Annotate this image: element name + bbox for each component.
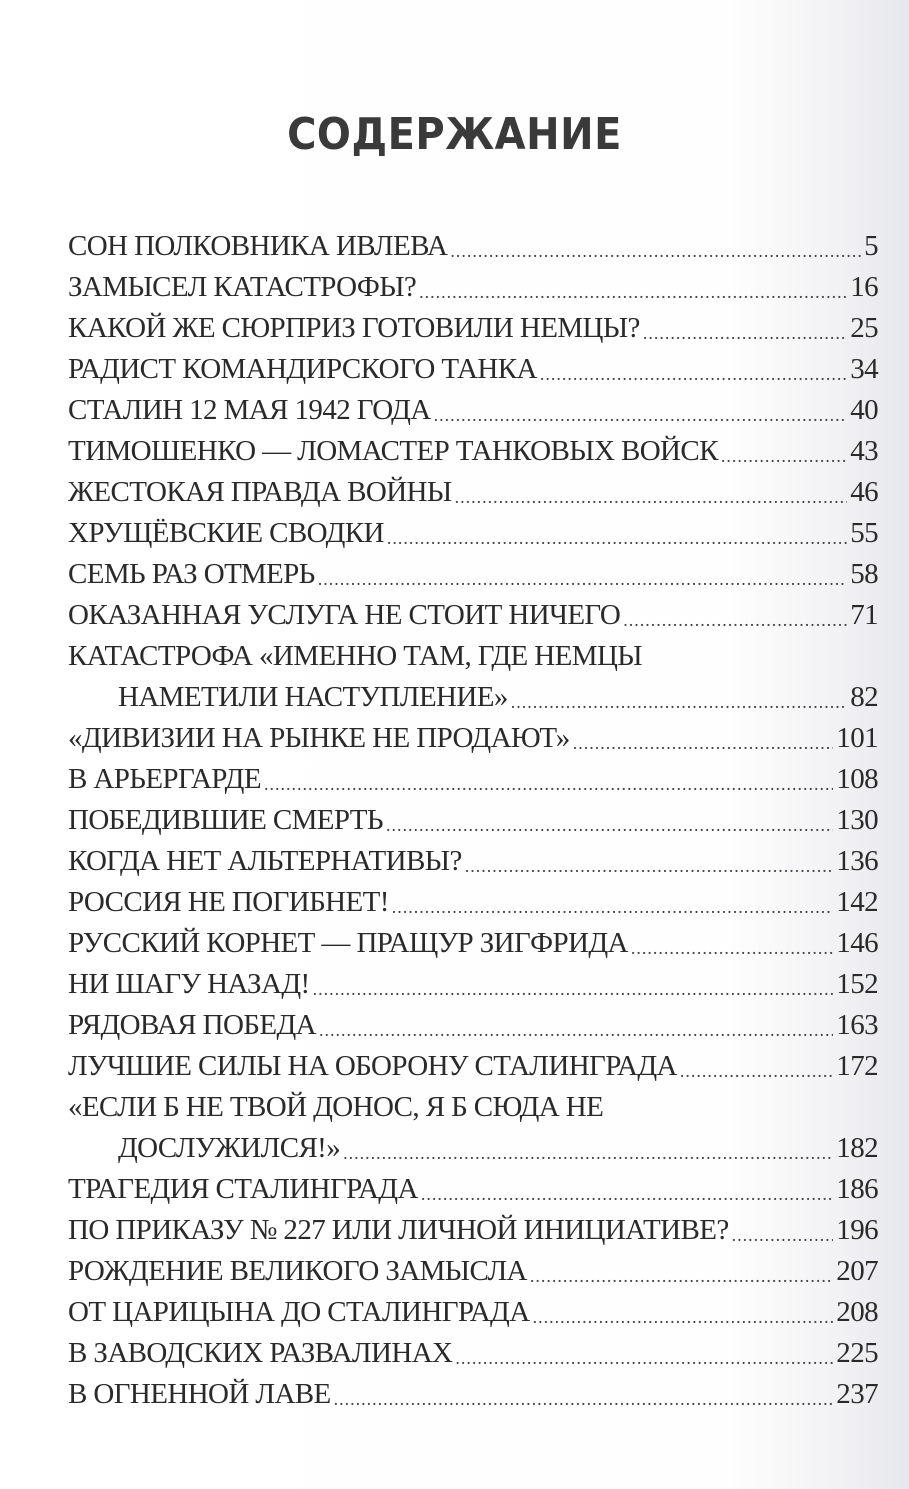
toc-entry-page: 43 <box>850 435 878 467</box>
toc-entry-page: 46 <box>850 476 878 508</box>
toc-entry <box>68 513 878 554</box>
toc-entry-title: В АРЬЕРГАРДЕ <box>68 763 261 795</box>
dot-leader <box>511 686 847 718</box>
dot-leader <box>334 1383 834 1415</box>
dot-leader <box>450 235 861 267</box>
dot-leader <box>455 481 848 513</box>
page-title: СОДЕРЖАНИЕ <box>287 110 622 160</box>
toc-entry-title: КАКОЙ ЖЕ СЮРПРИЗ ГОТОВИЛИ НЕМЦЫ? <box>68 312 640 344</box>
toc-entry-page: 208 <box>836 1296 878 1328</box>
toc-entry-title: РАДИСТ КОМАНДИРСКОГО ТАНКА <box>68 353 537 385</box>
toc-entry-page: 152 <box>836 968 878 1000</box>
dot-leader <box>623 604 847 636</box>
toc-entry-page: 136 <box>836 845 878 877</box>
toc-entry <box>68 1005 878 1046</box>
toc-entry-title: «ДИВИЗИИ НА РЫНКЕ НЕ ПРОДАЮТ» <box>68 722 570 754</box>
toc-entry-page: 196 <box>836 1214 878 1246</box>
toc-entry-page: 146 <box>836 927 878 959</box>
toc-entry <box>68 1251 878 1292</box>
toc-entry-title-line1: КАТАСТРОФА «ИМЕННО ТАМ, ГДЕ НЕМЦЫ <box>68 640 642 672</box>
toc-entry-title: СЕМЬ РАЗ ОТМЕРЬ <box>68 558 315 590</box>
toc-entry-title: КОГДА НЕТ АЛЬТЕРНАТИВЫ? <box>68 845 462 877</box>
dot-leader <box>319 1014 833 1046</box>
toc-entry <box>68 1210 878 1251</box>
toc-entry-title: В ОГНЕННОЙ ЛАВЕ <box>68 1378 331 1410</box>
dot-leader <box>573 727 834 759</box>
toc-entry-title: ТИМОШЕНКО — ЛОМАСТЕР ТАНКОВЫХ ВОЙСК <box>68 435 718 467</box>
toc-entry <box>68 267 878 308</box>
dot-leader <box>680 1055 833 1087</box>
toc-entry-title: ПОБЕДИВШИЕ СМЕРТЬ <box>68 804 383 836</box>
toc-entry-page: 108 <box>836 763 878 795</box>
toc-entry <box>68 349 878 390</box>
dot-leader <box>387 522 847 554</box>
toc-entry-page: 5 <box>864 230 878 262</box>
toc-entry <box>68 226 878 267</box>
toc-entry <box>68 595 878 636</box>
dot-leader <box>343 1137 833 1169</box>
toc-entry <box>68 1169 878 1210</box>
toc-entry-page: 186 <box>836 1173 878 1205</box>
dot-leader <box>530 1260 833 1292</box>
toc-entry-page: 25 <box>850 312 878 344</box>
toc-entry-title: РОЖДЕНИЕ ВЕЛИКОГО ЗАМЫСЛА <box>68 1255 527 1287</box>
dot-leader <box>465 850 834 882</box>
toc-entry <box>68 800 878 841</box>
toc-entry-page: 172 <box>836 1050 878 1082</box>
dot-leader <box>386 809 833 841</box>
toc-entry <box>68 1087 878 1169</box>
toc-entry-title: ХРУЩЁВСКИЕ СВОДКИ <box>68 517 384 549</box>
toc-entry <box>68 1374 878 1415</box>
toc-entry <box>68 1046 878 1087</box>
toc-entry-page: 16 <box>850 271 878 303</box>
toc-entry <box>68 759 878 800</box>
toc-entry-page: 58 <box>850 558 878 590</box>
dot-leader <box>318 563 847 595</box>
toc-entry-page: 163 <box>836 1009 878 1041</box>
toc-entry-title: НИ ШАГУ НАЗАД! <box>68 968 310 1000</box>
toc-entry <box>68 923 878 964</box>
toc-entry-title: СТАЛИН 12 МАЯ 1942 ГОДА <box>68 394 431 426</box>
dot-leader <box>732 1219 834 1251</box>
toc-entry-title-line2: ДОСЛУЖИЛСЯ!» <box>118 1132 341 1164</box>
toc-entry-page: 142 <box>836 886 878 918</box>
toc-entry-page: 207 <box>836 1255 878 1287</box>
dot-leader <box>264 768 833 800</box>
toc-entry-page: 40 <box>850 394 878 426</box>
toc-entry-title: ПО ПРИКАЗУ № 227 ИЛИ ЛИЧНОЙ ИНИЦИАТИВЕ? <box>68 1214 729 1246</box>
toc-entry-title: ЗАМЫСЕЛ КАТАСТРОФЫ? <box>68 271 417 303</box>
toc-entry <box>68 882 878 923</box>
toc-entry-title: СОН ПОЛКОВНИКА ИВЛЕВА <box>68 230 448 262</box>
toc-entry-title-line1: «ЕСЛИ Б НЕ ТВОЙ ДОНОС, Я Б СЮДА НЕ <box>68 1091 604 1123</box>
dot-leader <box>455 1342 833 1374</box>
dot-leader <box>392 891 834 923</box>
toc-entry <box>68 554 878 595</box>
toc-entry <box>68 1292 878 1333</box>
toc-entry-title: ОКАЗАННАЯ УСЛУГА НЕ СТОИТ НИЧЕГО <box>68 599 621 631</box>
dot-leader <box>721 440 847 472</box>
dot-leader <box>643 317 847 349</box>
toc-entry <box>68 472 878 513</box>
toc-entry-title: В ЗАВОДСКИХ РАЗВАЛИНАХ <box>68 1337 453 1369</box>
toc-entry <box>68 964 878 1005</box>
dot-leader <box>421 1178 833 1210</box>
dot-leader <box>313 973 834 1005</box>
toc-entry-title: РЯДОВАЯ ПОБЕДА <box>68 1009 316 1041</box>
toc-entry-page: 182 <box>836 1132 878 1164</box>
toc-entry-page: 71 <box>850 599 878 631</box>
toc-entry-page: 101 <box>836 722 878 754</box>
table-of-contents <box>68 226 878 1415</box>
toc-entry <box>68 841 878 882</box>
toc-entry-title: ЛУЧШИЕ СИЛЫ НА ОБОРОНУ СТАЛИНГРАДА <box>68 1050 677 1082</box>
toc-entry-page: 225 <box>836 1337 878 1369</box>
dot-leader <box>540 358 847 390</box>
dot-leader <box>631 932 833 964</box>
toc-entry-page: 130 <box>836 804 878 836</box>
toc-entry-title: РУССКИЙ КОРНЕТ — ПРАЩУР ЗИГФРИДА <box>68 927 628 959</box>
toc-entry <box>68 431 878 472</box>
toc-entry-title-line2: НАМЕТИЛИ НАСТУПЛЕНИЕ» <box>118 681 508 713</box>
dot-leader <box>419 276 847 308</box>
toc-entry <box>68 636 878 718</box>
toc-entry <box>68 308 878 349</box>
toc-entry-page: 237 <box>836 1378 878 1410</box>
toc-entry-title: РОССИЯ НЕ ПОГИБНЕТ! <box>68 886 389 918</box>
toc-entry-title: ЖЕСТОКАЯ ПРАВДА ВОЙНЫ <box>68 476 452 508</box>
toc-entry <box>68 390 878 431</box>
toc-entry-title: ОТ ЦАРИЦЫНА ДО СТАЛИНГРАДА <box>68 1296 530 1328</box>
toc-entry-page: 82 <box>850 681 878 713</box>
toc-entry-title: ТРАГЕДИЯ СТАЛИНГРАДА <box>68 1173 418 1205</box>
dot-leader <box>533 1301 834 1333</box>
toc-entry <box>68 1333 878 1374</box>
toc-entry-page: 55 <box>850 517 878 549</box>
toc-entry-page: 34 <box>850 353 878 385</box>
dot-leader <box>434 399 848 431</box>
toc-entry <box>68 718 878 759</box>
